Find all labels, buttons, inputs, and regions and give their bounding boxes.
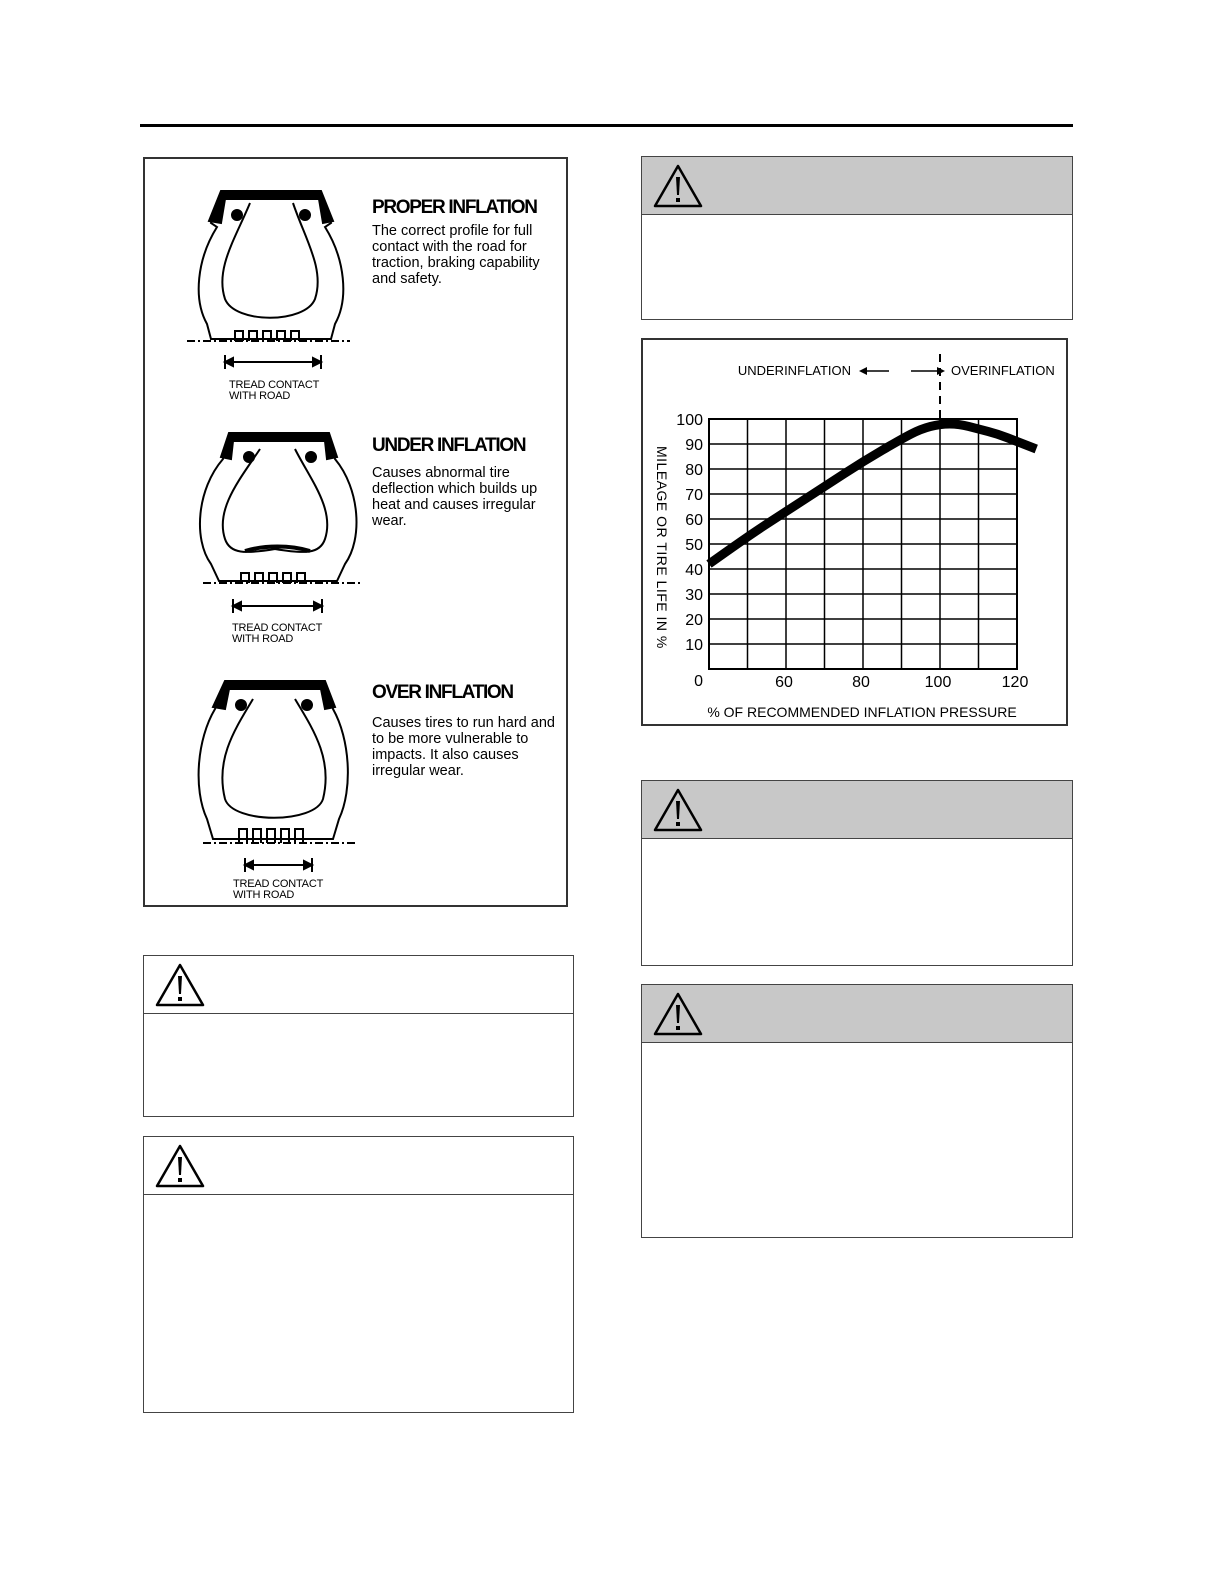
- warning-triangle-icon: [652, 163, 704, 209]
- warning-triangle-icon: [154, 1143, 206, 1189]
- over-inflation-description: Causes tires to run hard and to be more vulnerable to impacts. It also causes irregular wear.: [372, 715, 555, 779]
- under-tread-label-line2: WITH ROAD: [232, 633, 294, 645]
- x-tick-label: 80: [852, 674, 870, 691]
- caution-box-2-header: [642, 781, 1072, 839]
- under-tread-label-line1: TREAD CONTACT: [232, 622, 323, 634]
- x-tick-label: 100: [924, 674, 952, 691]
- over-tread-label-line1: TREAD CONTACT: [233, 878, 324, 890]
- caution-box-3: [641, 984, 1073, 1238]
- tire-life-chart: [641, 338, 1068, 726]
- tire-life-chart-svg: [643, 340, 1070, 728]
- proper-inflation-tire-drawing: [187, 191, 350, 369]
- caution-box-1: [641, 156, 1073, 320]
- y-tick-label: 90: [685, 437, 703, 454]
- overinflation-label: OVERINFLATION: [951, 363, 1055, 378]
- underinflation-arrow: [859, 367, 889, 375]
- y-tick-label: 70: [685, 487, 703, 504]
- y-tick-label: 10: [685, 637, 703, 654]
- over-inflation-tire-drawing: [199, 681, 355, 872]
- warning-triangle-icon: [652, 787, 704, 833]
- y-tick-label: 60: [685, 512, 703, 529]
- y-tick-label: 0: [694, 673, 703, 690]
- over-tread-label-line2: WITH ROAD: [233, 889, 295, 901]
- proper-tread-label-line2: WITH ROAD: [229, 390, 291, 402]
- proper-inflation-description: The correct profile for full contact with the road for traction, braking capability and safety.: [372, 223, 540, 287]
- proper-tread-label-line1: TREAD CONTACT: [229, 379, 320, 391]
- over-inflation-title: OVER INFLATION: [372, 682, 513, 703]
- y-tick-label: 50: [685, 537, 703, 554]
- warning-triangle-icon: [154, 962, 206, 1008]
- warning-box-1-header: [144, 956, 573, 1014]
- warning-triangle-icon: [652, 991, 704, 1037]
- y-tick-label: 100: [676, 412, 703, 429]
- header-rule: [140, 124, 1073, 127]
- x-tick-label: 120: [1001, 674, 1029, 691]
- chart-grid: [709, 419, 1017, 669]
- warning-box-2-header: [144, 1137, 573, 1195]
- proper-inflation-title: PROPER INFLATION: [372, 197, 537, 218]
- caution-box-3-header: [642, 985, 1072, 1043]
- tire-inflation-figure: [143, 157, 568, 907]
- y-tick-label: 20: [685, 612, 703, 629]
- underinflation-label: UNDERINFLATION: [737, 363, 851, 378]
- caution-box-1-header: [642, 157, 1072, 215]
- y-tick-label: 30: [685, 587, 703, 604]
- under-inflation-title: UNDER INFLATION: [372, 435, 526, 456]
- x-tick-label: 60: [775, 674, 793, 691]
- x-axis-title: % OF RECOMMENDED INFLATION PRESSURE: [707, 704, 1017, 720]
- warning-box-1: [143, 955, 574, 1117]
- under-inflation-description: Causes abnormal tire deflection which builds up heat and causes irregular wear.: [372, 465, 538, 529]
- caution-box-2: [641, 780, 1073, 966]
- y-axis-title: MILEAGE OR TIRE LIFE IN %: [654, 446, 670, 649]
- under-inflation-tire-drawing: [200, 433, 363, 613]
- warning-box-2: [143, 1136, 574, 1413]
- y-tick-label: 40: [685, 562, 703, 579]
- y-tick-label: 80: [685, 462, 703, 479]
